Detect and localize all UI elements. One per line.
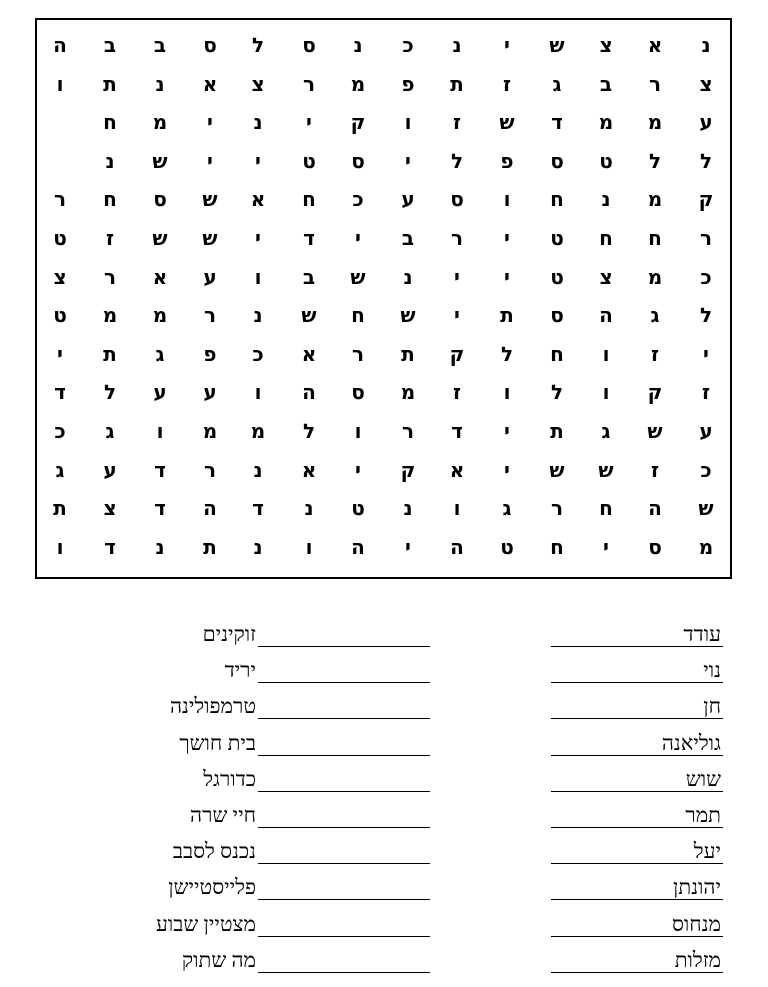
- grid-letter: ר: [699, 226, 713, 250]
- grid-letter: ר: [450, 226, 464, 250]
- grid-letter: נ: [701, 33, 711, 57]
- grid-letter: ש: [549, 33, 565, 57]
- grid-letter: ת: [450, 71, 464, 96]
- grid-letter: ז: [650, 457, 659, 482]
- grid-letter: מ: [647, 264, 663, 289]
- grid-letter: ל: [699, 148, 713, 173]
- grid-letter: ד: [104, 534, 116, 559]
- grid-letter: י: [454, 264, 460, 289]
- grid-letter: ו: [254, 380, 262, 405]
- answer-blank-line[interactable]: [258, 827, 430, 828]
- grid-letter: י: [504, 264, 510, 289]
- grid-letter: ב: [599, 71, 613, 96]
- grid-letter: ד: [154, 496, 166, 521]
- grid-letter: ק: [350, 110, 366, 135]
- word-list-item: מה שתוק: [181, 947, 256, 972]
- grid-letter: ח: [599, 226, 613, 250]
- grid-letter: ש: [202, 226, 218, 250]
- grid-letter: נ: [253, 303, 263, 328]
- grid-letter: י: [355, 226, 361, 250]
- grid-letter: ט: [550, 226, 564, 250]
- grid-letter: ו: [56, 71, 64, 96]
- grid-letter: א: [301, 457, 317, 482]
- grid-letter: ג: [650, 303, 660, 328]
- grid-letter: ת: [550, 419, 564, 443]
- grid-letter: ל: [450, 148, 464, 173]
- answer-blank-line[interactable]: [551, 791, 723, 792]
- grid-letter: י: [454, 303, 460, 328]
- grid-letter: ק: [449, 341, 465, 366]
- grid-letter: מ: [350, 71, 366, 96]
- grid-letter: ה: [351, 534, 365, 559]
- grid-letter: ל: [550, 380, 564, 405]
- grid-letter: ד: [303, 226, 315, 250]
- grid-letter: ו: [354, 419, 362, 443]
- grid-letter: ת: [401, 341, 415, 366]
- grid-letter: מ: [400, 380, 416, 405]
- grid-letter: ח: [599, 496, 613, 521]
- grid-letter: ד: [154, 457, 166, 482]
- grid-letter: ו: [305, 534, 313, 559]
- word-list-item: חן: [703, 694, 721, 719]
- grid-letter: ח: [351, 303, 365, 328]
- grid-letter: ז: [452, 110, 461, 135]
- grid-letter: א: [449, 457, 465, 482]
- grid-letter: ו: [602, 341, 610, 366]
- grid-letter: ש: [400, 303, 416, 328]
- grid-letter: צ: [599, 264, 613, 289]
- word-list-item: מנחוס: [671, 911, 721, 936]
- grid-letter: י: [255, 226, 261, 250]
- word-list-item: פלייסטיישן: [168, 875, 256, 900]
- grid-letter: ס: [351, 148, 365, 173]
- grid-letter: מ: [647, 187, 663, 212]
- grid-letter: נ: [253, 534, 263, 559]
- grid-letter: ו: [503, 380, 511, 405]
- grid-letter: נ: [452, 33, 462, 57]
- grid-letter: צ: [699, 71, 713, 96]
- grid-letter: ח: [103, 110, 117, 135]
- grid-letter: ב: [153, 33, 167, 57]
- grid-letter: ו: [453, 496, 461, 521]
- grid-letter: נ: [304, 496, 314, 521]
- grid-letter: ה: [599, 303, 613, 328]
- grid-letter: י: [207, 110, 213, 135]
- grid-letter: פ: [203, 341, 217, 366]
- answer-blank-line[interactable]: [551, 755, 723, 756]
- grid-letter: ש: [301, 303, 317, 328]
- answer-blank-line[interactable]: [551, 863, 723, 864]
- answer-blank-line[interactable]: [258, 936, 430, 937]
- grid-letter: ר: [53, 187, 67, 212]
- grid-letter: ת: [53, 496, 67, 521]
- grid-letter: ש: [152, 148, 168, 173]
- grid-letter: ס: [450, 187, 464, 212]
- answer-blank-line[interactable]: [551, 682, 723, 683]
- grid-letter: מ: [202, 419, 218, 443]
- grid-letter: ה: [203, 496, 217, 521]
- grid-letter: י: [405, 534, 411, 559]
- grid-letter: כ: [252, 341, 264, 366]
- grid-letter: ת: [203, 534, 217, 559]
- grid-letter: י: [207, 148, 213, 173]
- word-list-item: נכנס לסבב: [172, 839, 256, 864]
- word-list-item: יריד: [224, 658, 256, 683]
- grid-letter: צ: [53, 264, 67, 289]
- grid-letter: צ: [599, 33, 613, 57]
- grid-letter: נ: [601, 187, 611, 212]
- grid-letter: נ: [155, 534, 165, 559]
- grid-letter: י: [504, 419, 510, 443]
- word-list-item: חיי שרה: [190, 803, 256, 827]
- grid-letter: ד: [54, 380, 66, 405]
- grid-letter: ס: [153, 187, 167, 212]
- grid-letter: ר: [648, 71, 662, 96]
- grid-letter: ר: [203, 457, 217, 482]
- grid-letter: ל: [302, 419, 316, 443]
- grid-letter: ט: [500, 534, 514, 559]
- grid-letter: י: [504, 226, 510, 250]
- grid-letter: ח: [550, 187, 564, 212]
- grid-letter: ל: [500, 341, 514, 366]
- grid-letter: ב: [103, 33, 117, 57]
- grid-letter: מ: [152, 303, 168, 328]
- grid-letter: ש: [598, 457, 614, 482]
- grid-letter: ט: [53, 226, 67, 250]
- grid-letter: נ: [403, 496, 413, 521]
- grid-letter: ש: [350, 264, 366, 289]
- grid-letter: י: [57, 341, 63, 366]
- grid-letter: ס: [648, 534, 662, 559]
- grid-letter: ט: [599, 148, 613, 173]
- grid-letter: ו: [602, 380, 610, 405]
- grid-letter: א: [202, 71, 218, 96]
- grid-letter: ל: [103, 380, 117, 405]
- grid-letter: מ: [250, 419, 266, 443]
- grid-letter: ב: [302, 264, 316, 289]
- grid-letter: י: [603, 534, 609, 559]
- grid-letter: ע: [401, 187, 415, 212]
- grid-letter: ה: [302, 380, 316, 405]
- grid-letter: ו: [503, 187, 511, 212]
- grid-letter: פ: [401, 71, 415, 96]
- grid-letter: ט: [351, 496, 365, 521]
- grid-letter: ג: [601, 419, 611, 443]
- grid-letter: ר: [550, 496, 564, 521]
- word-list-item: טרמפולינה: [169, 694, 256, 719]
- grid-letter: צ: [251, 71, 265, 96]
- grid-letter: ס: [351, 380, 365, 405]
- word-list-item: בית חושך: [179, 730, 256, 755]
- grid-letter: נ: [105, 148, 115, 173]
- grid-letter: ש: [152, 226, 168, 250]
- answer-blank-line[interactable]: [258, 972, 430, 973]
- grid-letter: ח: [648, 226, 662, 250]
- grid-letter: כ: [700, 457, 712, 482]
- grid-letter: ג: [105, 419, 115, 443]
- grid-letter: כ: [700, 264, 712, 289]
- grid-letter: י: [405, 148, 411, 173]
- grid-letter: ה: [648, 496, 662, 521]
- word-list-item: מצטיין שבוע: [156, 911, 256, 936]
- grid-letter: ל: [251, 33, 265, 57]
- grid-letter: ת: [500, 303, 514, 328]
- grid-letter: ע: [699, 110, 713, 135]
- grid-letter: נ: [403, 264, 413, 289]
- answer-blank-line[interactable]: [551, 646, 723, 647]
- grid-letter: ש: [647, 419, 663, 443]
- grid-letter: ע: [153, 380, 167, 405]
- grid-letter: ז: [650, 341, 659, 366]
- word-list-item: מזלות: [674, 947, 721, 972]
- grid-letter: ר: [203, 303, 217, 328]
- grid-letter: י: [703, 341, 709, 366]
- word-list-item: שוש: [685, 766, 721, 791]
- answer-blank-line[interactable]: [551, 827, 723, 828]
- grid-letter: ל: [648, 148, 662, 173]
- grid-letter: ח: [103, 187, 117, 212]
- grid-letter: ו: [156, 419, 164, 443]
- grid-letter: א: [301, 341, 317, 366]
- grid-letter: ו: [56, 534, 64, 559]
- grid-letter: א: [152, 264, 168, 289]
- grid-letter: נ: [253, 110, 263, 135]
- grid-letter: א: [250, 187, 266, 212]
- grid-letter: ק: [400, 457, 416, 482]
- grid-letter: ת: [103, 341, 117, 366]
- grid-letter: ג: [55, 457, 65, 482]
- answer-blank-line[interactable]: [551, 972, 723, 973]
- word-list-item: יעל: [693, 839, 721, 864]
- grid-letter: ח: [302, 187, 316, 212]
- grid-letter: נ: [253, 457, 263, 482]
- grid-letter: כ: [54, 419, 66, 443]
- grid-letter: ר: [351, 341, 365, 366]
- word-list-item: זוקינים: [202, 622, 256, 646]
- grid-letter: ד: [252, 496, 264, 521]
- grid-letter: נ: [155, 71, 165, 96]
- grid-letter: ב: [401, 226, 415, 250]
- grid-letter: ק: [698, 187, 714, 212]
- word-search-grid: [35, 18, 732, 579]
- grid-letter: פ: [500, 148, 514, 173]
- grid-letter: ע: [203, 264, 217, 289]
- answer-blank-line[interactable]: [551, 936, 723, 937]
- grid-letter: ס: [550, 303, 564, 328]
- answer-blank-line[interactable]: [258, 646, 430, 647]
- grid-letter: ש: [549, 457, 565, 482]
- word-list-item: יהונתן: [673, 875, 721, 900]
- grid-letter: ז: [701, 380, 710, 405]
- word-list-item: עודד: [683, 622, 721, 646]
- grid-letter: צ: [103, 496, 117, 521]
- grid-letter: ד: [451, 419, 463, 443]
- answer-blank-line[interactable]: [551, 718, 723, 719]
- grid-letter: י: [255, 148, 261, 173]
- grid-letter: ע: [699, 419, 713, 443]
- answer-blank-line[interactable]: [258, 718, 430, 719]
- grid-letter: ח: [550, 341, 564, 366]
- grid-letter: מ: [102, 303, 118, 328]
- grid-letter: ר: [302, 71, 316, 96]
- grid-letter: ג: [502, 496, 512, 521]
- answer-blank-line[interactable]: [258, 755, 430, 756]
- grid-letter: ק: [647, 380, 663, 405]
- grid-letter: ע: [203, 380, 217, 405]
- answer-blank-line[interactable]: [551, 899, 723, 900]
- grid-letter: מ: [598, 110, 614, 135]
- word-list-item: נוי: [703, 658, 721, 683]
- grid-letter: ש: [499, 110, 515, 135]
- grid-letter: מ: [152, 110, 168, 135]
- grid-letter: ס: [302, 33, 316, 57]
- grid-letter: ז: [502, 71, 511, 96]
- grid-letter: ר: [401, 419, 415, 443]
- grid-letter: ס: [550, 148, 564, 173]
- answer-blank-line[interactable]: [258, 682, 430, 683]
- grid-letter: כ: [352, 187, 364, 212]
- grid-letter: י: [504, 33, 510, 57]
- grid-letter: ס: [203, 33, 217, 57]
- grid-letter: ש: [202, 187, 218, 212]
- answer-blank-line[interactable]: [258, 863, 430, 864]
- grid-letter: ו: [404, 110, 412, 135]
- word-list-item: גוליאנה: [661, 730, 721, 755]
- grid-letter: ה: [450, 534, 464, 559]
- grid-letter: ע: [103, 457, 117, 482]
- grid-letter: ט: [53, 303, 67, 328]
- grid-letter: מ: [698, 534, 714, 559]
- answer-blank-line[interactable]: [258, 899, 430, 900]
- grid-letter: ו: [254, 264, 262, 289]
- grid-letter: כ: [402, 33, 414, 57]
- grid-letter: י: [355, 457, 361, 482]
- grid-letter: י: [306, 110, 312, 135]
- grid-letter: ה: [53, 33, 67, 57]
- word-list-item: תמר: [685, 803, 721, 827]
- grid-letter: נ: [353, 33, 363, 57]
- grid-letter: ל: [699, 303, 713, 328]
- grid-letter: מ: [647, 110, 663, 135]
- grid-letter: ת: [103, 71, 117, 96]
- answer-blank-line[interactable]: [258, 791, 430, 792]
- word-list-item: כדורגל: [203, 766, 256, 791]
- grid-letter: ז: [105, 226, 114, 250]
- grid-letter: ח: [550, 534, 564, 559]
- grid-letter: י: [504, 457, 510, 482]
- grid-letter: א: [647, 33, 663, 57]
- grid-letter: ד: [551, 110, 563, 135]
- grid-letter: ר: [103, 264, 117, 289]
- grid-letter: ש: [698, 496, 714, 521]
- grid-letter: ג: [552, 71, 562, 96]
- grid-letter: ג: [155, 341, 165, 366]
- grid-letter: ז: [452, 380, 461, 405]
- grid-letter: ט: [550, 264, 564, 289]
- grid-letter: ט: [302, 148, 316, 173]
